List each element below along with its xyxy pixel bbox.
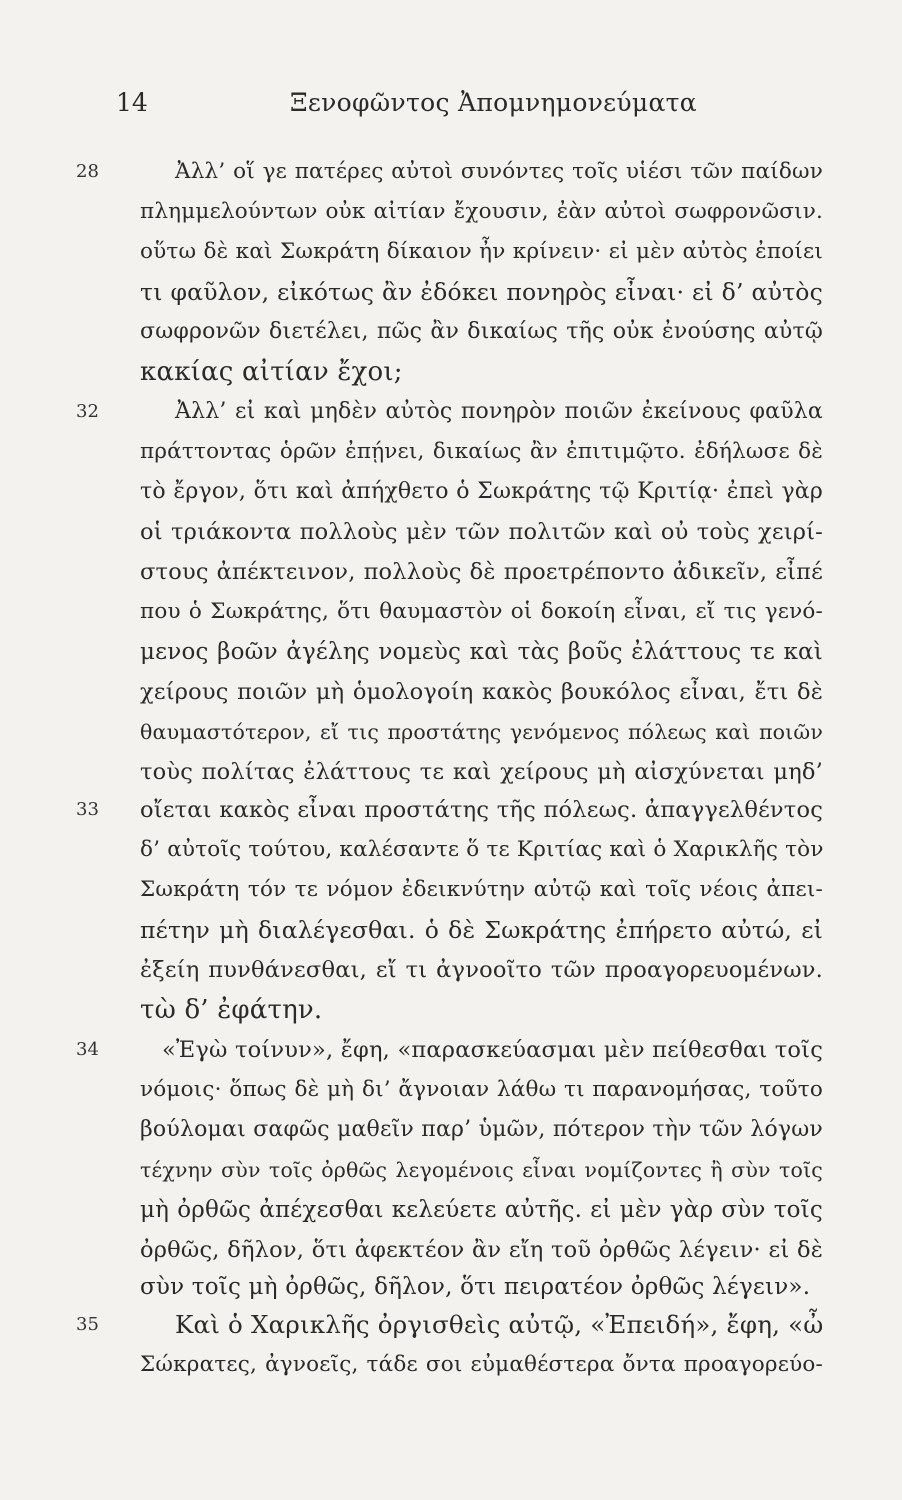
text-line: βούλομαι σαφῶς μαθεῖν παρ’ ὑμῶν, πότερον τὴν τῶν λόγων [140, 1117, 823, 1142]
text-line: μὴ ὀρθῶς ἀπέχεσθαι κελεύετε αὐτῆς. εἰ μὲν γὰρ σὺν τοῖς [140, 1197, 823, 1223]
text-line: ἐξείη πυνθάνεσθαι, εἴ τι ἀγνοοῖτο τῶν προαγορευομένων. [140, 957, 823, 983]
text-line: σωφρονῶν διετέλει, πῶς ἂν δικαίως τῆς οὐκ ἐνούσης αὐτῷ [140, 319, 823, 344]
page-header [0, 88, 902, 128]
text-line: ὀρθῶς, δῆλον, ὅτι ἀφεκτέον ἂν εἴη τοῦ ὀρθῶς λέγειν· εἰ δὲ [140, 1237, 823, 1263]
text-line: θαυμαστότερον, εἴ τις προστάτης γενόμενος πόλεως καὶ ποιῶν [140, 720, 823, 744]
running-title: Ξενοφῶντος Ἀπομνημονεύματα [290, 88, 697, 117]
section-number: 32 [76, 401, 99, 422]
text-line: τι φαῦλον, εἰκότως ἂν ἐδόκει πονηρὸς εἶναι· εἰ δ’ αὐτὸς [140, 278, 823, 306]
text-line: τὸ ἔργον, ὅτι καὶ ἀπήχθετο ὁ Σωκράτης τῷ Κριτίᾳ· ἐπεὶ γὰρ [140, 479, 823, 504]
text-line: χείρους ποιῶν μὴ ὁμολογοίη κακὸς βουκόλος εἶναι, ἔτι δὲ [140, 679, 823, 705]
text-line: Ἀλλ’ εἰ καὶ μηδὲν αὐτὸς πονηρὸν ποιῶν ἐκείνους φαῦλα [175, 399, 823, 424]
text-line: που ὁ Σωκράτης, ὅτι θαυμαστὸν οἱ δοκοίη εἶναι, εἴ τις γενό- [140, 599, 823, 624]
section-number: 34 [76, 1039, 99, 1060]
text-line: πέτην μὴ διαλέγεσθαι. ὁ δὲ Σωκράτης ἐπήρετο αὐτώ, εἰ [140, 916, 823, 944]
text-line: οὕτω δὲ καὶ Σωκράτη δίκαιον ἦν κρίνειν· εἰ μὲν αὐτὸς ἐποίει [140, 239, 823, 264]
text-line: στους ἀπέκτεινον, πολλοὺς δὲ προετρέποντο ἀδικεῖν, εἶπέ [140, 559, 823, 585]
text-line: Σωκράτη τόν τε νόμον ἐδεικνύτην αὐτῷ καὶ τοῖς νέοις ἀπει- [140, 877, 823, 902]
text-line: πράττοντας ὁρῶν ἐπῄνει, δικαίως ἂν ἐπιτιμῷτο. ἐδήλωσε δὲ [140, 439, 823, 464]
section-number: 33 [76, 799, 99, 820]
text-line: τέχνην σὺν τοῖς ὀρθῶς λεγομένοις εἶναι νομίζοντες ἢ σὺν τοῖς [140, 1158, 823, 1182]
text-line: τὼ δ’ ἐφάτην. [140, 995, 323, 1025]
text-line: νόμοις· ὅπως δὲ μὴ δι’ ἄγνοιαν λάθω τι παρανομήσας, τοῦτο [140, 1077, 823, 1102]
text-line: οἱ τριάκοντα πολλοὺς μὲν τῶν πολιτῶν καὶ οὐ τοὺς χειρί- [140, 519, 823, 545]
text-line: Καὶ ὁ Χαρικλῆς ὀργισθεὶς αὐτῷ, «Ἐπειδή», ἔφη, «ὦ [175, 1310, 824, 1339]
section-number: 28 [76, 161, 99, 182]
text-line: δ’ αὐτοῖς τούτου, καλέσαντε ὅ τε Κριτίας καὶ ὁ Χαρικλῆς τὸν [140, 837, 824, 862]
text-line: μενος βοῶν ἀγέλης νομεὺς καὶ τὰς βοῦς ἐλάττους τε καὶ [140, 639, 823, 665]
text-line: σὺν τοῖς μὴ ὀρθῶς, δῆλον, ὅτι πειρατέον ὀρθῶς λέγειν». [140, 1274, 811, 1300]
text-line: Ἀλλ’ οἵ γε πατέρες αὐτοὶ συνόντες τοῖς υἱέσι τῶν παίδων [175, 159, 823, 184]
page-number: 14 [116, 88, 148, 117]
section-number: 35 [76, 1314, 99, 1335]
text-line: πλημμελούντων οὐκ αἰτίαν ἔχουσιν, ἐὰν αὐτοὶ σωφρονῶσιν. [140, 199, 823, 224]
text-line: τοὺς πολίτας ἐλάττους τε καὶ χείρους μὴ αἰσχύνεται μηδ’ [140, 759, 823, 785]
text-line: κακίας αἰτίαν ἔχοι; [140, 357, 403, 387]
text-line: Σώκρατες, ἀγνοεῖς, τάδε σοι εὐμαθέστερα ὄντα προαγορεύο- [140, 1352, 823, 1377]
text-line: οἴεται κακὸς εἶναι προστάτης τῆς πόλεως. ἀπαγγελθέντος [140, 797, 823, 823]
text-line: «Ἐγὼ τοίνυν», ἔφη, «παρασκεύασμαι μὲν πείθεσθαι τοῖς [162, 1037, 823, 1063]
